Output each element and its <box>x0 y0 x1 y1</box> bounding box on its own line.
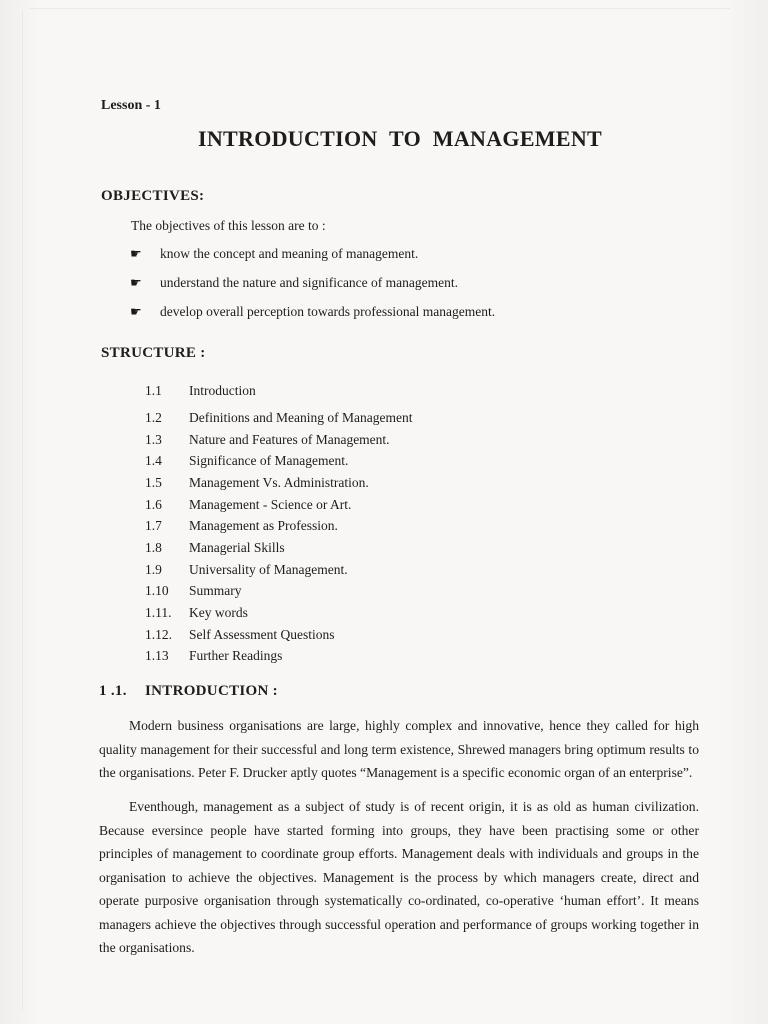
structure-item-label: Self Assessment Questions <box>189 626 335 642</box>
objective-item <box>130 246 495 275</box>
structure-item-label: Universality of Management. <box>189 561 348 577</box>
structure-item <box>145 624 412 646</box>
structure-item-label: Significance of Management. <box>189 453 349 469</box>
objective-text: know the concept and meaning of management. <box>160 246 419 261</box>
structure-item <box>145 494 412 516</box>
structure-item-label: Definitions and Meaning of Management <box>189 409 413 425</box>
objectives-intro: The objectives of this lesson are to : <box>131 218 326 233</box>
structure-item-label: Further Readings <box>189 648 283 664</box>
structure-item-number: 1.13 <box>145 648 169 664</box>
structure-item-number: 1.6 <box>145 496 162 512</box>
lesson-label: Lesson - 1 <box>101 98 161 113</box>
page-title: INTRODUCTION TO MANAGEMENT <box>197 126 603 151</box>
structure-item <box>145 537 412 559</box>
introduction-heading-text: INTRODUCTION : <box>145 683 278 699</box>
structure-item-label: Key words <box>189 605 248 621</box>
structure-item-label: Nature and Features of Management. <box>189 431 390 447</box>
structure-item-label: Managerial Skills <box>189 539 285 555</box>
structure-item <box>145 472 412 494</box>
structure-item <box>145 602 412 624</box>
structure-item-number: 1.10 <box>145 583 169 599</box>
objective-text: develop overall perception towards professional management. <box>160 304 496 319</box>
structure-item-number: 1.4 <box>145 453 162 469</box>
page-top-edge <box>30 8 730 9</box>
pointing-hand-icon: ☛ <box>130 246 142 261</box>
structure-item-number: 1.3 <box>145 431 162 447</box>
structure-item-number: 1.11. <box>145 605 172 621</box>
structure-item-number: 1.1 <box>145 383 162 398</box>
structure-item <box>145 559 412 581</box>
introduction-heading <box>99 683 278 700</box>
structure-item-label: Summary <box>189 583 242 599</box>
structure-item-number: 1.2 <box>145 409 162 425</box>
structure-heading: STRUCTURE : <box>101 345 206 361</box>
objectives-heading: OBJECTIVES: <box>101 188 205 204</box>
introduction-paragraph: Eventhough, management as a subject of study is of recent origin, it is as old as human civilization. Because eversince people have started forming into groups, they have been practising some or other principles of management to coordinate group efforts. Management deals with individuals and groups in the organisation to achieve the objectives. Management is the process by which managers create, direct and operate purposive organisation through systematically co-ordinated, co-operative ‘human effort’. It means managers achieve the objectives through successful operation and performance of groups working together in the organisations. <box>99 799 699 955</box>
objective-item <box>130 275 495 304</box>
structure-item <box>145 515 412 537</box>
structure-item-label: Introduction <box>189 383 256 398</box>
structure-item <box>145 581 412 603</box>
structure-item-label: Management Vs. Administration. <box>189 474 369 490</box>
structure-item <box>145 646 412 668</box>
structure-item-label: Management - Science or Art. <box>189 496 352 512</box>
structure-item-number: 1.8 <box>145 539 162 555</box>
pointing-hand-icon: ☛ <box>130 304 142 319</box>
structure-list <box>145 377 412 667</box>
structure-item-number: 1.9 <box>145 561 162 577</box>
objective-text: understand the nature and significance of management. <box>160 275 459 290</box>
structure-item <box>145 450 412 472</box>
structure-item-number: 1.5 <box>145 474 162 490</box>
objectives-list <box>130 246 495 333</box>
structure-item-number: 1.12. <box>145 626 172 642</box>
structure-item-label: Management as Profession. <box>189 518 338 534</box>
pointing-hand-icon: ☛ <box>130 275 142 290</box>
introduction-section-number: 1 .1. <box>99 683 127 699</box>
structure-item <box>145 429 412 451</box>
structure-item <box>145 407 412 429</box>
page-edge-shadow <box>22 10 23 1010</box>
structure-item-number: 1.7 <box>145 518 162 534</box>
objective-item <box>130 304 495 333</box>
structure-item <box>145 377 412 405</box>
introduction-paragraph: Modern business organisations are large, highly complex and innovative, hence they called for high quality management for their successful and long term existence, Shrewed managers bring optimum results to the organisations. Peter F. Drucker aptly quotes “Management is a specific economic organ of an enterprise”. <box>99 718 699 780</box>
